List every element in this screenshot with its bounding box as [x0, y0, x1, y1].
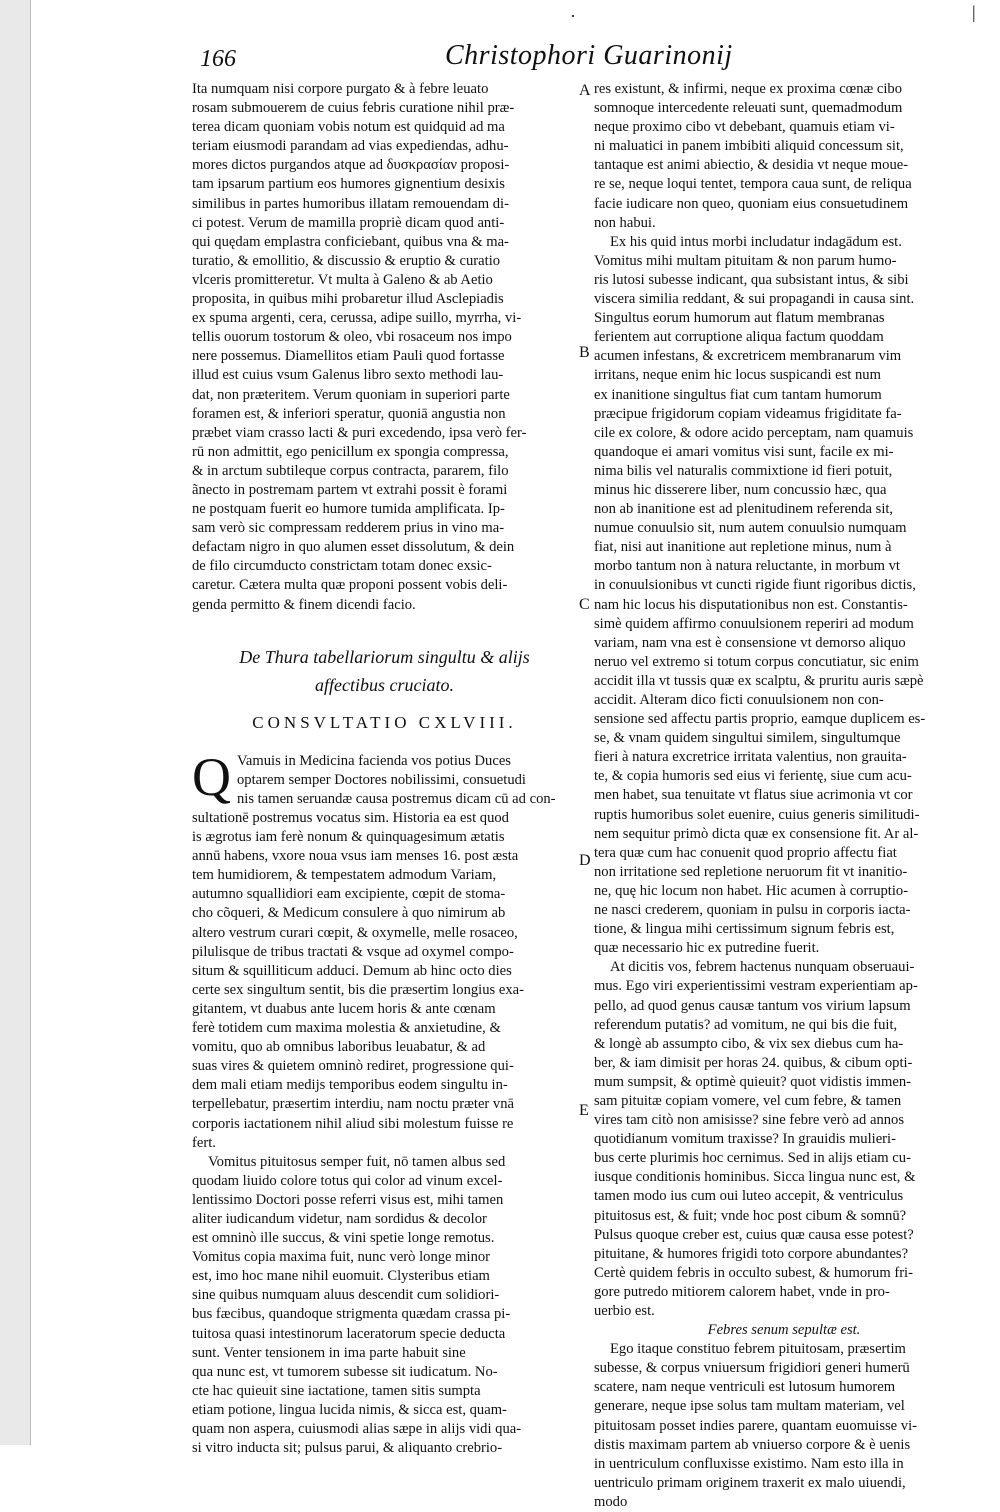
text-line: in conuulsionibus vt cuncti rigide fiunt rigoribus dictis,	[594, 577, 916, 594]
section-title-line-1: De Thura tabellariorum singultu & alijs	[239, 646, 530, 667]
text-line: quam non aspera, cuiusmodi alias sæpe in alijs vidi qua-	[192, 1421, 522, 1437]
text-line: mum sumpsit, & optimè quieuit? quot vidistis immen-	[594, 1073, 912, 1090]
text-line: generare, neque ipse solus tam multam materiam, vel	[594, 1398, 905, 1415]
text-line: nam hic locus his disputationibus non est. Constantis-	[594, 596, 908, 613]
text-line: ex inanitione singultus fiat cum tantam humorum	[594, 386, 882, 403]
text-line: sam verò sic compressam redderem prius in vino ma-	[192, 520, 505, 537]
text-line: Ego itaque constituo febrem pituitosam, præsertim	[610, 1341, 906, 1358]
text-line: cte hac quieuit sine iactatione, tamen sitis sumpta	[192, 1382, 481, 1399]
text-line: mores dictos purgandos atque ad δυσκρασίαν proposi-	[192, 157, 510, 174]
text-line: est, imo hoc mane nihil euomuit. Clysteribus etiam	[192, 1268, 490, 1285]
text-line: in uentriculum confluxisse existimo. Nam esto illa in	[594, 1455, 904, 1472]
text-line: ber, & iam dimisit per horas 24. quibus, & cibum opti-	[594, 1054, 913, 1071]
text-line: Vamuis in Medicina facienda vos potius Duces	[237, 752, 511, 769]
text-line: turatio, & emollitio, & discussio & eruptio & curatio	[192, 252, 501, 269]
text-line: cho cõqueri, & Medicum consulere à quo nimirum ab	[192, 905, 506, 922]
text-line: caretur. Cætera multa quæ proponi possent vobis deli-	[192, 577, 508, 594]
text-line: ex spuma argenti, cera, cerussa, adipe suillo, myrrha, vi-	[192, 310, 522, 327]
margin-letter-e: E	[579, 1102, 589, 1119]
text-line: dat, non præteritem. Verum quoniam in superiori parte	[192, 386, 510, 403]
text-line: vlceris promitteretur. Vt multa à Galeno & ab Aetio	[192, 271, 493, 288]
text-line: se, & vnam quidem singultui similem, singultumque	[594, 730, 901, 747]
text-line: pituitane, & humores frigidi toto corpore abundantes?	[594, 1245, 909, 1262]
text-line: non ab inanitione est ad plenitudinem referenda sit,	[594, 501, 894, 518]
text-line: tellis ouorum tostorum & oleo, vbi rosaceum nos impo	[192, 329, 512, 346]
print-mark: ·	[570, 6, 576, 26]
consultation-heading: CONSVLTATIO CXLVIII.	[252, 712, 517, 732]
text-line: si vitro inducta sit; pulsus parui, & aliquanto crebrio-	[192, 1440, 503, 1457]
text-line: pituitosus est, & fuit; vnde hoc post cibum & somnū?	[594, 1207, 907, 1224]
text-line: ferè totidem cum maxima molestia & anxietudine, &	[192, 1020, 501, 1037]
left-paragraph-2	[192, 746, 577, 1153]
text-line: is ægrotus iam ferè nonum & quinquagesimum ætatis	[192, 829, 505, 846]
text-line: ris lutosi subesse indicant, qua subsistant intus, & sibi	[594, 271, 909, 288]
text-line: suas vires & quietem omninò rediret, progressione qui-	[192, 1058, 514, 1075]
text-line: uerbio est.	[594, 1303, 655, 1319]
text-line: autumno squallidiori eam excipiente, cœpit de stoma-	[192, 886, 506, 903]
text-line: fert.	[192, 1134, 216, 1151]
text-line: ferientem aut corruptione aliqua factum quoddam	[594, 329, 884, 346]
text-line: fieri à natura excretrice irritata valentius, non grauita-	[594, 749, 907, 766]
text-line: annū habens, vxore noua vsus iam menses 16. post æsta	[192, 848, 519, 865]
text-line: tam ipsarum partium eos humores gignentium desixis	[192, 176, 505, 193]
text-line: neruo vel extremo si totum corpus concutiatur, sic enim	[594, 653, 919, 670]
text-line: Ita numquam nisi corpore purgato & à febre leuato	[192, 81, 489, 97]
text-line: sensione sed affectu partis proprio, eamque duplicem es-	[594, 711, 926, 728]
text-line: quodam liuido colore totus qui color ad vinum excel-	[192, 1172, 503, 1189]
text-line: morbo tantum non à natura reluctante, in morbum vt	[594, 558, 900, 575]
text-line: situm & squilliticum adduci. Demum ab hinc octo dies	[192, 962, 512, 979]
margin-letter-d: D	[579, 852, 591, 869]
page-number: 166	[200, 46, 236, 72]
text-line: & longè ab assumpto cibo, & vix sex diebus cum ha-	[594, 1035, 904, 1052]
text-line: rosam submouerem de cuius febris curatione nihil præ-	[192, 100, 515, 117]
text-line: terpellebatur, præsertim interdiu, nam noctu præter vnā	[192, 1096, 515, 1113]
text-line: fiat, nisi aut inanitione aut repletione minus, num à	[594, 539, 892, 556]
text-line: acumen infestans, & excretricem membranarum vim	[594, 348, 902, 365]
text-line: præbet viam crasso lacti & puri excedendo, ipsa verò fer-	[192, 424, 527, 441]
right-paragraph-4	[594, 1340, 974, 1512]
text-line: modo	[594, 1493, 628, 1510]
text-line: altero vestrum curari cœpit, & oxymelle, melle rosaceo,	[192, 924, 518, 941]
text-line: At dicitis vos, febrem hactenus nunquam obseruaui-	[610, 959, 915, 976]
text-line: certe sex singultum sentit, bis die præsertim longius exa-	[192, 981, 524, 998]
text-line: iusque conditionis hominibus. Sicca lingua nunc est, &	[594, 1169, 916, 1186]
right-column	[594, 80, 974, 1512]
text-line: ne nasci crederem, quoniam in pulsu in corporis iacta-	[594, 902, 911, 919]
text-line: præcipue frigidorum copiam videamus frigiditate fa-	[594, 405, 902, 422]
text-line: tuitosa quasi intestinorum laceratorum specie deducta	[192, 1325, 506, 1342]
text-line: ci potest. Verum de mamilla propriè dicam quod anti-	[192, 214, 505, 231]
text-line: accidit. Alteram dico ficti conuulsionem non con-	[594, 692, 884, 708]
proverb-line: Febres senum sepultæ est.	[707, 1322, 861, 1339]
text-line: lentissimo Doctori posse referri visus est, mihi tamen	[192, 1191, 504, 1208]
section-title-line-2: affectibus cruciato.	[315, 674, 454, 695]
text-line: dem mali etiam medijs temporibus eodem singultu in-	[192, 1077, 508, 1094]
text-line: sultationē postremus vocatus sim. Historia ea est quod	[192, 810, 509, 826]
text-line: tem humidiorem, & tempestatem admodum Variam,	[192, 867, 497, 884]
text-line: similibus in partes humoribus illatam remouendam di-	[192, 195, 509, 212]
text-line: defactam nigro in quo alumen esset dissolutum, & dein	[192, 539, 515, 556]
page-gutter	[0, 0, 31, 1445]
section-title	[192, 643, 577, 699]
text-line: quandoque ei amari vomitus visi sunt, facile ex mi-	[594, 443, 894, 460]
text-line: rū non admittit, ego penicillum ex spongia compressa,	[192, 443, 509, 460]
text-line: facie iudicare non queo, quoniam eius consuetudinem	[594, 195, 909, 212]
text-line: gitantem, vt duabus ante lucem horis & ante cœnam	[192, 1000, 496, 1017]
text-line: uentriculo primam originem traxerit ex malo uiuendi,	[594, 1474, 906, 1491]
text-line: nis tamen seruandæ causa postremus dicam cū ad con-	[237, 790, 556, 807]
left-paragraph-1	[192, 80, 577, 615]
text-line: numue conuulsio sit, num autem conuulsio numquam	[594, 520, 907, 537]
text-line: accidit illa vt tussis quæ ex scalptu, & pruritu auris sæpè	[594, 672, 924, 689]
text-line: nere possemus. Diamellitos etiam Pauli quod fortasse	[192, 348, 505, 365]
text-line: te, & copia humoris sed eius vi ferientę, siue cum acu-	[594, 768, 912, 785]
text-line: Vomitus pituitosus semper fuit, nō tamen albus sed	[208, 1153, 506, 1170]
text-line: ãnecto in postremam partem vt extrahi possit è forami	[192, 481, 508, 498]
margin-letter-a: A	[579, 82, 591, 99]
print-mark: |	[972, 2, 976, 22]
text-line: Certè quidem febris in occulto subest, & humorum fri-	[594, 1264, 913, 1281]
text-line: est omninò ille succus, & vini spetie longe remotus.	[192, 1230, 495, 1247]
text-line: quotidianum vomitum traxisse? In grauidis mulieri-	[594, 1131, 896, 1148]
text-line: res existunt, & infirmi, neque ex proxima cœnæ cibo	[594, 81, 903, 97]
text-line: non habui.	[594, 214, 656, 231]
text-line: ruptis humoribus solet euenire, cuius generis similitudi-	[594, 806, 920, 823]
text-line: tera quæ cum hac conuenit quod proprio affectu fiat	[594, 844, 897, 861]
text-line: terea dicam quoniam vobis notum est quidquid ad ma	[192, 119, 505, 136]
text-line: Pulsus quoque creber est, cuius quæ causa esse potest?	[594, 1226, 914, 1243]
drop-cap: Q	[192, 746, 231, 807]
text-line: pello, ad quod genus causæ tantum vos virium lapsum	[594, 997, 911, 1014]
text-line: Singultus eorum humorum aut flatum membranas	[594, 310, 885, 327]
text-line: sunt. Venter tensionem in ima parte habuit sine	[192, 1344, 466, 1361]
text-line: cile ex colore, & odore acido perceptam, nam quamuis	[594, 424, 914, 441]
text-line: qua nunc est, vt tumorem subesse sit iudicatum. No-	[192, 1363, 498, 1380]
text-line: somnoque intercedente releuati sunt, quemadmodum	[594, 100, 903, 117]
text-line: vires tam citò non amisisse? sine febre verò ad annos	[594, 1112, 905, 1129]
text-line: tamen modo ius cum oui luteo accepit, & ventriculus	[594, 1188, 904, 1205]
text-line: bus fæcibus, quandoque strigmenta quædam crassa pi-	[192, 1306, 511, 1323]
right-paragraph-1	[594, 80, 974, 233]
text-line: optarem semper Doctores nobilissimi, consuetudi	[237, 771, 526, 788]
text-line: scatere, nam neque ventriculi est lutosum humorem	[594, 1379, 896, 1396]
text-line: neque proximo cibo vt debebant, quamuis etiam vi-	[594, 119, 895, 136]
text-line: etiam potione, lingua lucida nimis, & sicca est, quam-	[192, 1401, 507, 1418]
text-line: & in arctum subtileque corpus contracta, pararem, filo	[192, 462, 509, 479]
left-column	[192, 80, 577, 1458]
text-line: irritans, neque enim hic locus suspicandi est num	[594, 367, 881, 384]
text-line: de filo circumducto constrictam totam donec exsic-	[192, 558, 492, 575]
text-line: Ex his quid intus morbi includatur indagādum est.	[610, 233, 902, 250]
margin-letter-c: C	[579, 596, 590, 613]
text-line: re se, neque loqui tentet, tempora caua sunt, de reliqua	[594, 176, 912, 193]
text-line: tantaque est animi abiectio, & desidia vt neque moue-	[594, 157, 909, 174]
text-line: foramen est, & inferiori speratur, quoniā angustia non	[192, 405, 506, 422]
text-line: vomitu, quo ab omnibus laboribus leuabatur, & ad	[192, 1039, 486, 1056]
text-line: gore putredo mitiorem calorem habet, vnde in pro-	[594, 1283, 890, 1300]
text-line: Vomitus copia maxima fuit, nunc verò longe minor	[192, 1249, 491, 1266]
text-line: quæ necessario hic ex putredine fuerit.	[594, 940, 820, 957]
text-line: pilulisque de tribus tractati & vsque ad oxymel compo-	[192, 943, 514, 960]
text-line: mus. Ego viri experientissimi vestram experientiam ap-	[594, 978, 918, 995]
page-header	[200, 40, 940, 80]
text-line: illud est cuius vsum Galenus libro sexto methodi lau-	[192, 367, 504, 384]
text-line: genda permitto & finem dicendi facio.	[192, 596, 416, 613]
text-line: men habet, sua tenuitate vt flatus siue acrimonia vt cor	[594, 787, 913, 804]
text-line: ne, quę hic locum non habet. Hic acumen à corruptio-	[594, 882, 909, 899]
text-line: minus hic disserere liber, num concussio hæc, qua	[594, 481, 887, 498]
text-line: referendum putatis? ad vomitum, ne qui bis die fuit,	[594, 1016, 898, 1033]
text-line: sam pituitæ copiam vomere, vel cum febre, & tamen	[594, 1092, 902, 1109]
text-line: tione, & lingua mihi certissimum signum febris est,	[594, 921, 895, 938]
text-line: pituitosam posset indies parere, quantam euomuisse vi-	[594, 1417, 918, 1434]
running-head: Christophori Guarinonij	[445, 40, 733, 71]
text-line: proposita, in quibus mihi probaretur illud Asclepiadis	[192, 291, 504, 308]
text-line: nima bilis vel naturalis commixtione id fieri potuit,	[594, 462, 893, 479]
text-line: ni maluatici in panem imbibiti aliquid concessum sit,	[594, 138, 904, 155]
margin-letter-b: B	[579, 344, 590, 361]
text-line: subesse, & corpus vniuersum frigidiori generi humerū	[594, 1360, 910, 1377]
left-paragraph-3	[192, 1153, 577, 1459]
text-line: aliter iudicandum videtur, nam sordidus & decolor	[192, 1210, 487, 1227]
text-line: corporis iactationem nihil aliud sibi molestum fuisse re	[192, 1115, 514, 1132]
text-line: qui quędam emplastra conficiebant, quibus vna & ma-	[192, 233, 509, 250]
text-line: nem sequitur primò dicta quæ ex consensione fit. Ar al-	[594, 825, 919, 842]
text-line: distis maximam partem ab vniuerso corpore & è uenis	[594, 1436, 911, 1453]
right-paragraph-2	[594, 233, 974, 959]
text-line: sine quibus numquam aluus descendit cum solidiori-	[192, 1287, 500, 1304]
text-line: variam, nam vna est è consensione vt demorso aliquo	[594, 634, 906, 651]
text-line: simè quidem affirmo conuulsionem reperiri ad modum	[594, 615, 914, 632]
right-paragraph-3	[594, 958, 974, 1321]
text-line: teriam eiusmodi parandam ad vias expediendas, adhu-	[192, 138, 509, 155]
text-line: viscera similia reddant, & sui propagandi in causa sint.	[594, 291, 915, 308]
text-line: Vomitus mihi multam pituitam & non parum humo-	[594, 252, 897, 269]
text-line: non irritatione sed repletione neruorum fit vt inanitio-	[594, 863, 908, 880]
text-line: bus certe plurimis hoc cernimus. Sed in alijs etiam cu-	[594, 1150, 911, 1167]
text-line: ne postquam fuerit eo humore tumida amplificata. Ip-	[192, 501, 505, 518]
